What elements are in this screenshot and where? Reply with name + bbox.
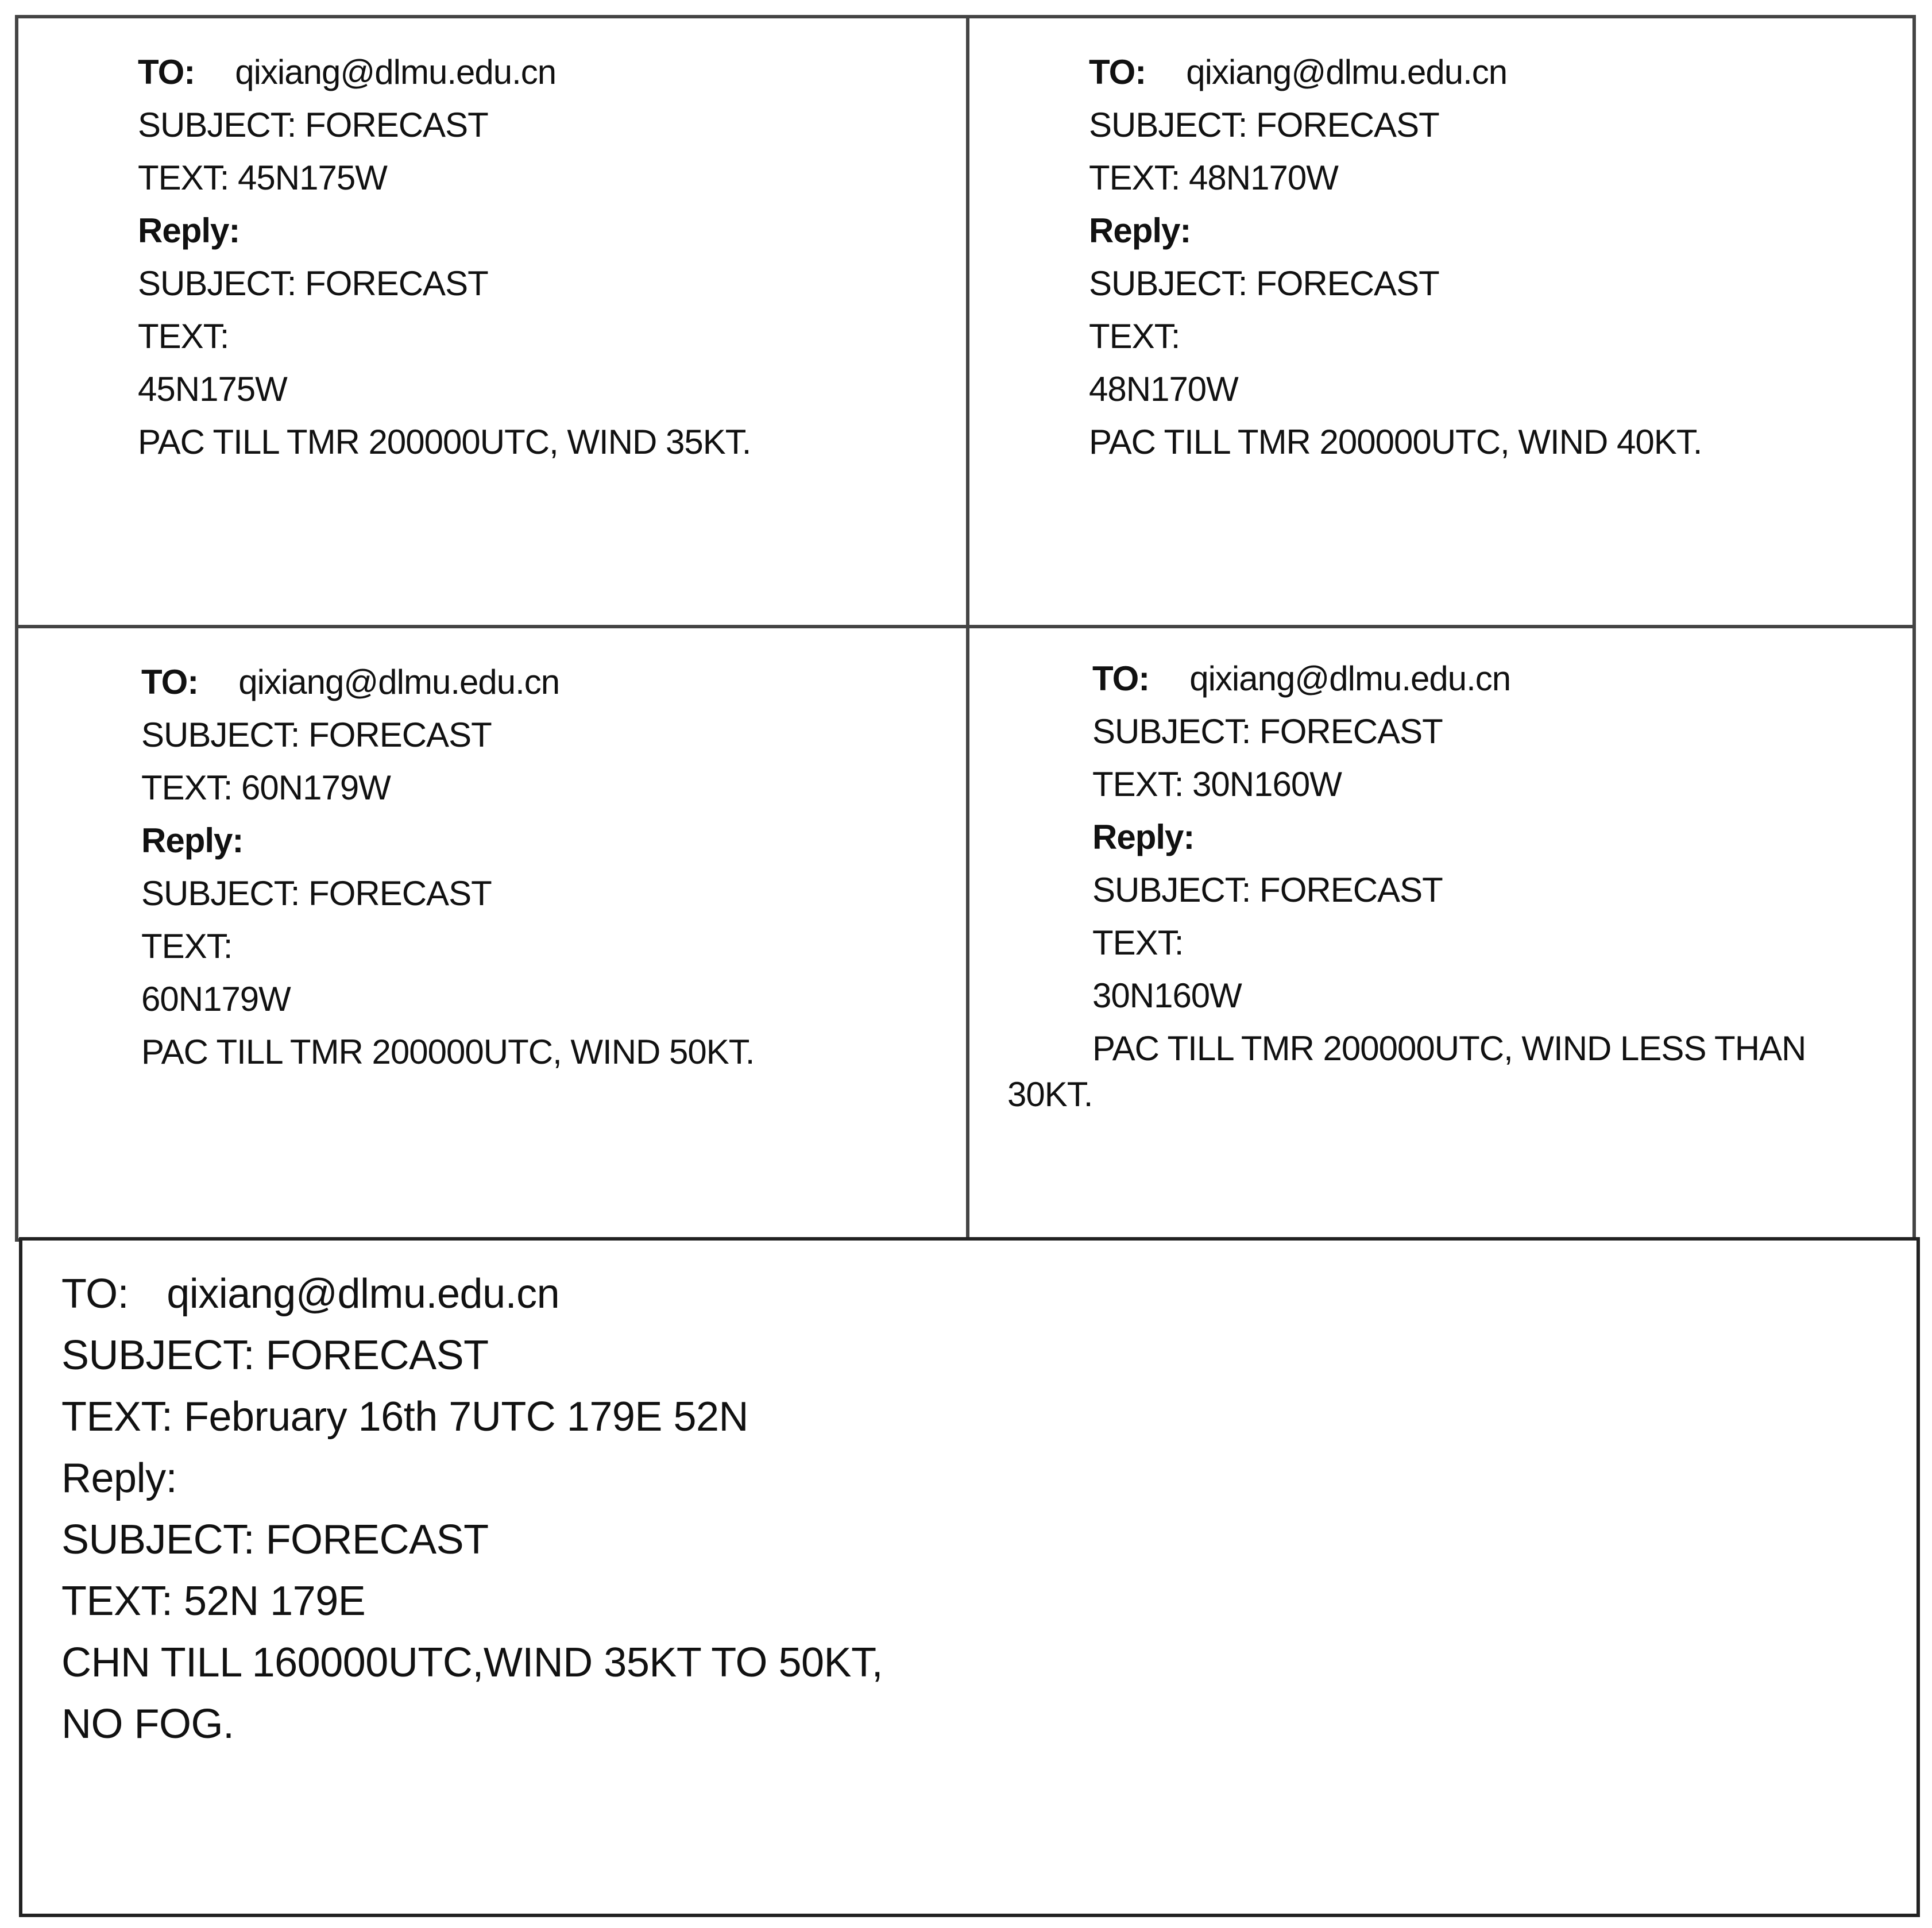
forecast-panel-1	[15, 15, 971, 629]
subject-line: SUBJECT: FORECAST	[138, 106, 488, 144]
to-line	[1089, 46, 1702, 99]
to-line	[138, 46, 751, 99]
reply-forecast-line-1: CHN TILL 160000UTC,WIND 35KT TO 50KT,	[61, 1640, 883, 1686]
reply-position: 45N175W	[138, 370, 287, 408]
reply-text-label: TEXT:	[1089, 317, 1180, 356]
reply-subject-line: SUBJECT: FORECAST	[1092, 871, 1443, 909]
subject-line: SUBJECT: FORECAST	[1089, 106, 1439, 144]
forecast-panel-2	[966, 15, 1916, 629]
subject-line: SUBJECT: FORECAST	[1092, 712, 1443, 751]
message-block	[1092, 652, 1806, 1075]
message-block	[61, 1264, 883, 1755]
message-block	[141, 656, 754, 1079]
reply-forecast-line-2: NO FOG.	[61, 1701, 234, 1747]
reply-forecast: PAC TILL TMR 200000UTC, WIND 35KT.	[138, 423, 751, 461]
to-line	[141, 656, 754, 709]
reply-text-label: TEXT:	[141, 927, 233, 965]
reply-subject-line: SUBJECT: FORECAST	[141, 874, 492, 913]
reply-label: Reply:	[141, 821, 244, 860]
to-label: TO:	[61, 1271, 129, 1317]
to-line	[61, 1264, 883, 1325]
subject-line: SUBJECT: FORECAST	[61, 1332, 489, 1378]
reply-text-label: TEXT:	[138, 317, 229, 356]
to-label: TO:	[1089, 53, 1146, 91]
message-block	[138, 46, 751, 469]
text-line: TEXT: February 16th 7UTC 179E 52N	[61, 1394, 749, 1440]
reply-subject-line: SUBJECT: FORECAST	[1089, 264, 1439, 303]
reply-forecast: PAC TILL TMR 200000UTC, WIND 50KT.	[141, 1033, 755, 1071]
to-address: qixiang@dlmu.edu.cn	[238, 663, 560, 701]
reply-text-line: TEXT: 52N 179E	[61, 1578, 366, 1624]
forecast-panel-3	[15, 625, 971, 1242]
reply-position: 30N160W	[1092, 976, 1242, 1015]
reply-forecast-line-1: PAC TILL TMR 200000UTC, WIND LESS THAN	[1092, 1029, 1806, 1068]
to-address: qixiang@dlmu.edu.cn	[1189, 659, 1511, 698]
reply-text-label: TEXT:	[1092, 924, 1184, 962]
text-line: TEXT: 30N160W	[1092, 765, 1342, 803]
to-address: qixiang@dlmu.edu.cn	[235, 53, 557, 91]
reply-forecast: PAC TILL TMR 200000UTC, WIND 40KT.	[1089, 423, 1702, 461]
forecast-panel-4	[966, 625, 1916, 1242]
to-label: TO:	[138, 53, 195, 91]
to-label: TO:	[141, 663, 199, 701]
reply-position: 48N170W	[1089, 370, 1238, 408]
reply-label: Reply:	[61, 1455, 177, 1501]
reply-label: Reply:	[138, 211, 240, 250]
forecast-panel-5	[19, 1237, 1920, 1917]
text-line: TEXT: 45N175W	[138, 159, 387, 197]
message-block	[1089, 46, 1702, 469]
to-line	[1092, 652, 1806, 705]
text-line: TEXT: 48N170W	[1089, 159, 1338, 197]
reply-subject-line: SUBJECT: FORECAST	[138, 264, 488, 303]
to-address: qixiang@dlmu.edu.cn	[167, 1271, 560, 1317]
text-line: TEXT: 60N179W	[141, 768, 391, 807]
reply-forecast-line-2: 30KT.	[1007, 1075, 1093, 1114]
to-label: TO:	[1092, 659, 1150, 698]
reply-label: Reply:	[1092, 818, 1195, 856]
subject-line: SUBJECT: FORECAST	[141, 716, 492, 754]
to-address: qixiang@dlmu.edu.cn	[1186, 53, 1508, 91]
reply-label: Reply:	[1089, 211, 1191, 250]
reply-subject-line: SUBJECT: FORECAST	[61, 1517, 489, 1563]
reply-position: 60N179W	[141, 980, 291, 1018]
